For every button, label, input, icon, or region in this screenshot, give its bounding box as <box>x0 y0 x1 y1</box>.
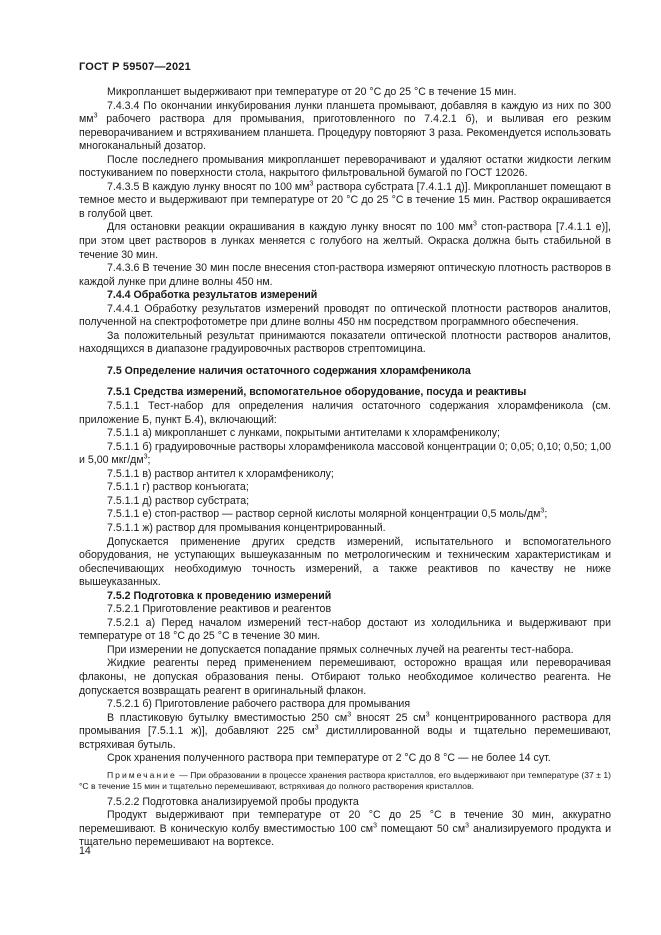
paragraph: 7.4.3.4 По окончании инкубирования лунки планшета промывают, добавляя в каждую из них по 300 $мм^3$ рабочего раствора для промывания, приготовленного по 7.4.2.1 б), и выливая его резким переворачиванием и встряхиванием планшета. Процедуру повторяют 3 раза. Рекомендуется использовать многоканальный дозатор. <box>79 99 611 153</box>
paragraph: 7.5.2.1 б) Приготовление рабочего раствора для промывания <box>107 698 411 711</box>
paragraph: Жидкие реагенты перед применением перемешивают, осторожно вращая или переворачивая флаконы, не допуская образования пены. Отбирают только необходимое количество реагента. Не допускается возвращать реагент в оригинальный флакон. <box>79 657 611 697</box>
list-item: 7.5.1.1 а) микропланшет с лунками, покрытыми антителами к хлорамфениколу; <box>107 427 500 440</box>
section-heading: 7.4.4 Обработка результатов измерений <box>107 289 318 302</box>
list-item: 7.5.1.1 в) раствор антител к хлорамфениколу; <box>107 467 334 480</box>
paragraph: 7.5.2.2 Подготовка анализируемой пробы продукта <box>107 795 359 808</box>
document-body <box>79 86 611 850</box>
document-header: ГОСТ Р 59507—2021 <box>79 61 191 73</box>
paragraph: 7.5.2.1 а) Перед началом измерений тест-набор достают из холодильника и выдерживают при температуре от 18 °С до 25 °С в течение 30 мин. <box>79 616 611 643</box>
section-heading: 7.5 Определение наличия остаточного содержания хлорамфеникола <box>107 364 471 377</box>
paragraph: За положительный результат принимаются показатели оптической плотности растворов аналитов, находящихся в диапазоне градуировочных растворов стрептомицина. <box>79 329 611 356</box>
list-item: 7.5.1.1 е) стоп-раствор — раствор серной кислоты молярной концентрации 0,5 моль/$дм^3$; <box>107 507 548 521</box>
paragraph: Срок хранения полученного раствора при температуре от 2 °С до 8 °С — не более 14 сут. <box>107 752 551 765</box>
note: Примечание — При образовании в процессе хранения раствора кристаллов, его выдерживают при температуре (37 ± 1) °С в течение 15 мин и тщательно перемешивают, встряхивая до полного растворения кристаллов. <box>79 769 611 792</box>
paragraph: 7.4.4.1 Обработку результатов измерений проводят по оптической плотности растворов аналитов, полученной на спектрофотометре при длине волны 450 нм посредством программного обеспечения. <box>79 302 611 329</box>
paragraph: При измерении не допускается попадание прямых солнечных лучей на реагенты тест-набора. <box>107 643 574 656</box>
paragraph: В пластиковую бутылку вместимостью 250 $см^3$ вносят 25 $см^3$ концентрированного раствора для промывания [7.5.1.1 ж)], добавляют 225 $см^3$ дистиллированной воды и тщательно перемешивают, встряхивая бутыль. <box>79 711 611 751</box>
paragraph: 7.5.2.1 Приготовление реактивов и реагентов <box>107 603 332 616</box>
paragraph: 7.4.3.5 В каждую лунку вносят по 100 $мм^3$ раствора субстрата [7.4.1.1 д)]. Микропланшет помещают в темное место и выдерживают при температуре от 20 °С до 25 °С в течение 15 мин. Раствор окрашивается в голубой цвет. <box>79 180 611 220</box>
paragraph: Микропланшет выдерживают при температуре от 20 °С до 25 °С в течение 15 мин. <box>107 86 517 98</box>
paragraph: 7.5.1.1 Тест-набор для определения наличия остаточного содержания хлорамфеникола (см. приложение Б, пункт Б.4), включающий: <box>79 400 611 426</box>
paragraph: Продукт выдерживают при температуре от 20 °С до 25 °С в течение 30 мин, аккуратно перемешивают. В коническую колбу вместимостью 100 $см^3$ помещают 50 $см^3$ анализируемого продукта и тщательно перемешивают на вортексе. <box>79 809 611 849</box>
section-heading: 7.5.1 Средства измерений, вспомогательное оборудование, посуда и реактивы <box>107 386 527 399</box>
section-heading: 7.5.2 Подготовка к проведению измерений <box>107 589 332 602</box>
paragraph: 7.4.3.6 В течение 30 мин после внесения стоп-раствора измеряют оптическую плотность растворов в каждой лунке при длине волны 450 нм. <box>79 262 611 288</box>
list-item: 7.5.1.1 г) раствор конъюгата; <box>107 481 249 494</box>
paragraph: После последнего промывания микропланшет переворачивают и удаляют остатки жидкости легким постукиванием по поверхности стола, накрытого фильтровальной бумагой по ГОСТ 12026. <box>79 153 611 180</box>
note-label: Примечание <box>107 769 177 780</box>
paragraph: Допускается применение других средств измерений, испытательного и вспомогательного оборудования, не уступающих вышеуказанным по метрологическим и техническим характеристикам и обеспечивающих необходимую точность измерений, а также реактивов по качеству не ниже вышеуказанных. <box>79 535 611 589</box>
paragraph: Для остановки реакции окрашивания в каждую лунку вносят по 100 $мм^3$ стоп-раствора [7.4.1.1 е)], при этом цвет растворов в лунках меняется с голубого на желтый. Окраска должна быть стабильной в течение 30 мин. <box>79 220 611 261</box>
list-item: 7.5.1.1 б) градуировочные растворы хлорамфеникола массовой концентрации 0; 0,05; 0,10; 0,50; 1,00 и 5,00 мкг/$дм^3$; <box>79 440 611 467</box>
list-item: 7.5.1.1 ж) раствор для промывания концентрированный. <box>107 521 386 534</box>
page-number: 14 <box>79 845 91 857</box>
list-item: 7.5.1.1 д) раствор субстрата; <box>107 494 250 507</box>
